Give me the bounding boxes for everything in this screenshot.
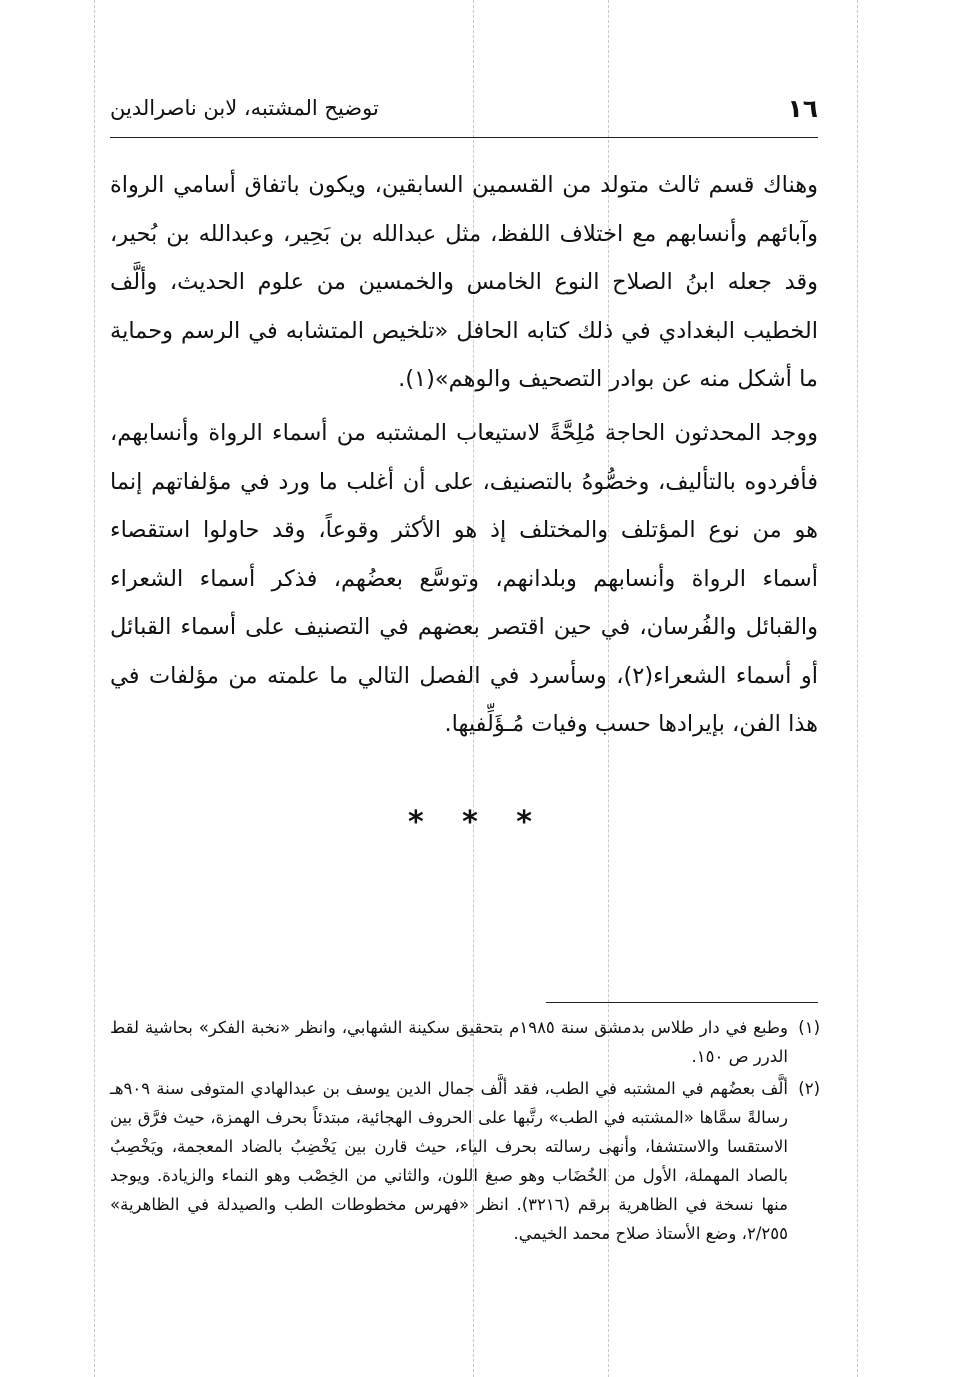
page-header	[110, 92, 820, 132]
footnote-rule	[546, 1002, 818, 1003]
scan-artifact-line	[94, 0, 95, 1377]
footnote-text: ألَّف بعضُهم في المشتبه في الطب، فقد ألَّف جمال الدين يوسف بن عبدالهادي المتوفى سنة ٩٠٩هـ رسالةً سمَّاها «المشتبه في الطب» رتَّبها على الحروف الهجائية، مبتدئاً بحرف الهمزة، حيث فرَّق بين الاستقسا والاستشفا، وأنهى رسالته بحرف الياء، حيث قارن بين يَخْضِبُ بالضاد المعجمة، ويَخْصِبُ بالصاد المهملة، الأول من الخُضَاب وهو صبغ اللون، والثاني من الخِصْب وهو النماء والزيادة. ويوجد منها نسخة في الظاهرية برقم (٣٢١٦). انظر «فهرس مخطوطات الطب والصيدلة في الظاهرية» ٢/٢٥٥، وضع الأستاذ صلاح محمد الخيمي.	[110, 1079, 788, 1243]
running-title: توضيح المشتبه، لابن ناصرالدين	[110, 96, 379, 120]
page-number: ١٦	[787, 94, 818, 123]
footnote-number: (١)	[798, 1018, 820, 1037]
footnote	[110, 1074, 820, 1248]
body-paragraph: ووجد المحدثون الحاجة مُلِحَّةً لاستيعاب المشتبه من أسماء الرواة وأنسابهم، فأفردوه بالتأليف، وخصُّوهُ بالتصنيف، على أن أغلب ما ورد في مؤلفاتهم إنما هو من نوع المؤتلف والمختلف إذ هو الأكثر وقوعاً، وقد حاولوا استقصاء أسماء الرواة وأنسابهم وبلدانهم، وتوسَّع بعضُهم، فذكر أسماء الشعراء والقبائل والفُرسان، في حين اقتصر بعضهم في التصنيف على أسماء القبائل أو أسماء الشعراء(٢)، وسأسرد في الفصل التالي ما علمته من مؤلفات في هذا الفن، بإيرادها حسب وفيات مُـؤَلِّفيها.	[110, 420, 818, 737]
footnote-text: وطبع في دار طلاس بدمشق سنة ١٩٨٥م بتحقيق سكينة الشهابي، وانظر «نخبة الفكر» بحاشية لقط الدرر ص ١٥٠.	[110, 1018, 788, 1066]
footnotes	[110, 1013, 820, 1251]
scan-artifact-line	[857, 0, 858, 1377]
footnote	[110, 1013, 820, 1071]
footnote-number: (٢)	[798, 1079, 820, 1098]
body-paragraph: وهناك قسم ثالث متولد من القسمين السابقين، ويكون باتفاق أسامي الرواة وآبائهم وأنسابهم مع اختلاف اللفظ، مثل عبدالله بن بَحِير، وعبدالله بن بُحير، وقد جعله ابنُ الصلاح النوع الخامس والخمسين من علوم الحديث، وألَّف الخطيب البغدادي في ذلك كتابه الحافل «تلخيص المتشابه في الرسم وحماية ما أشكل منه عن بوادر التصحيف والوهم»(١).	[110, 172, 818, 392]
header-rule	[110, 137, 818, 138]
section-separator: * * *	[408, 805, 546, 840]
